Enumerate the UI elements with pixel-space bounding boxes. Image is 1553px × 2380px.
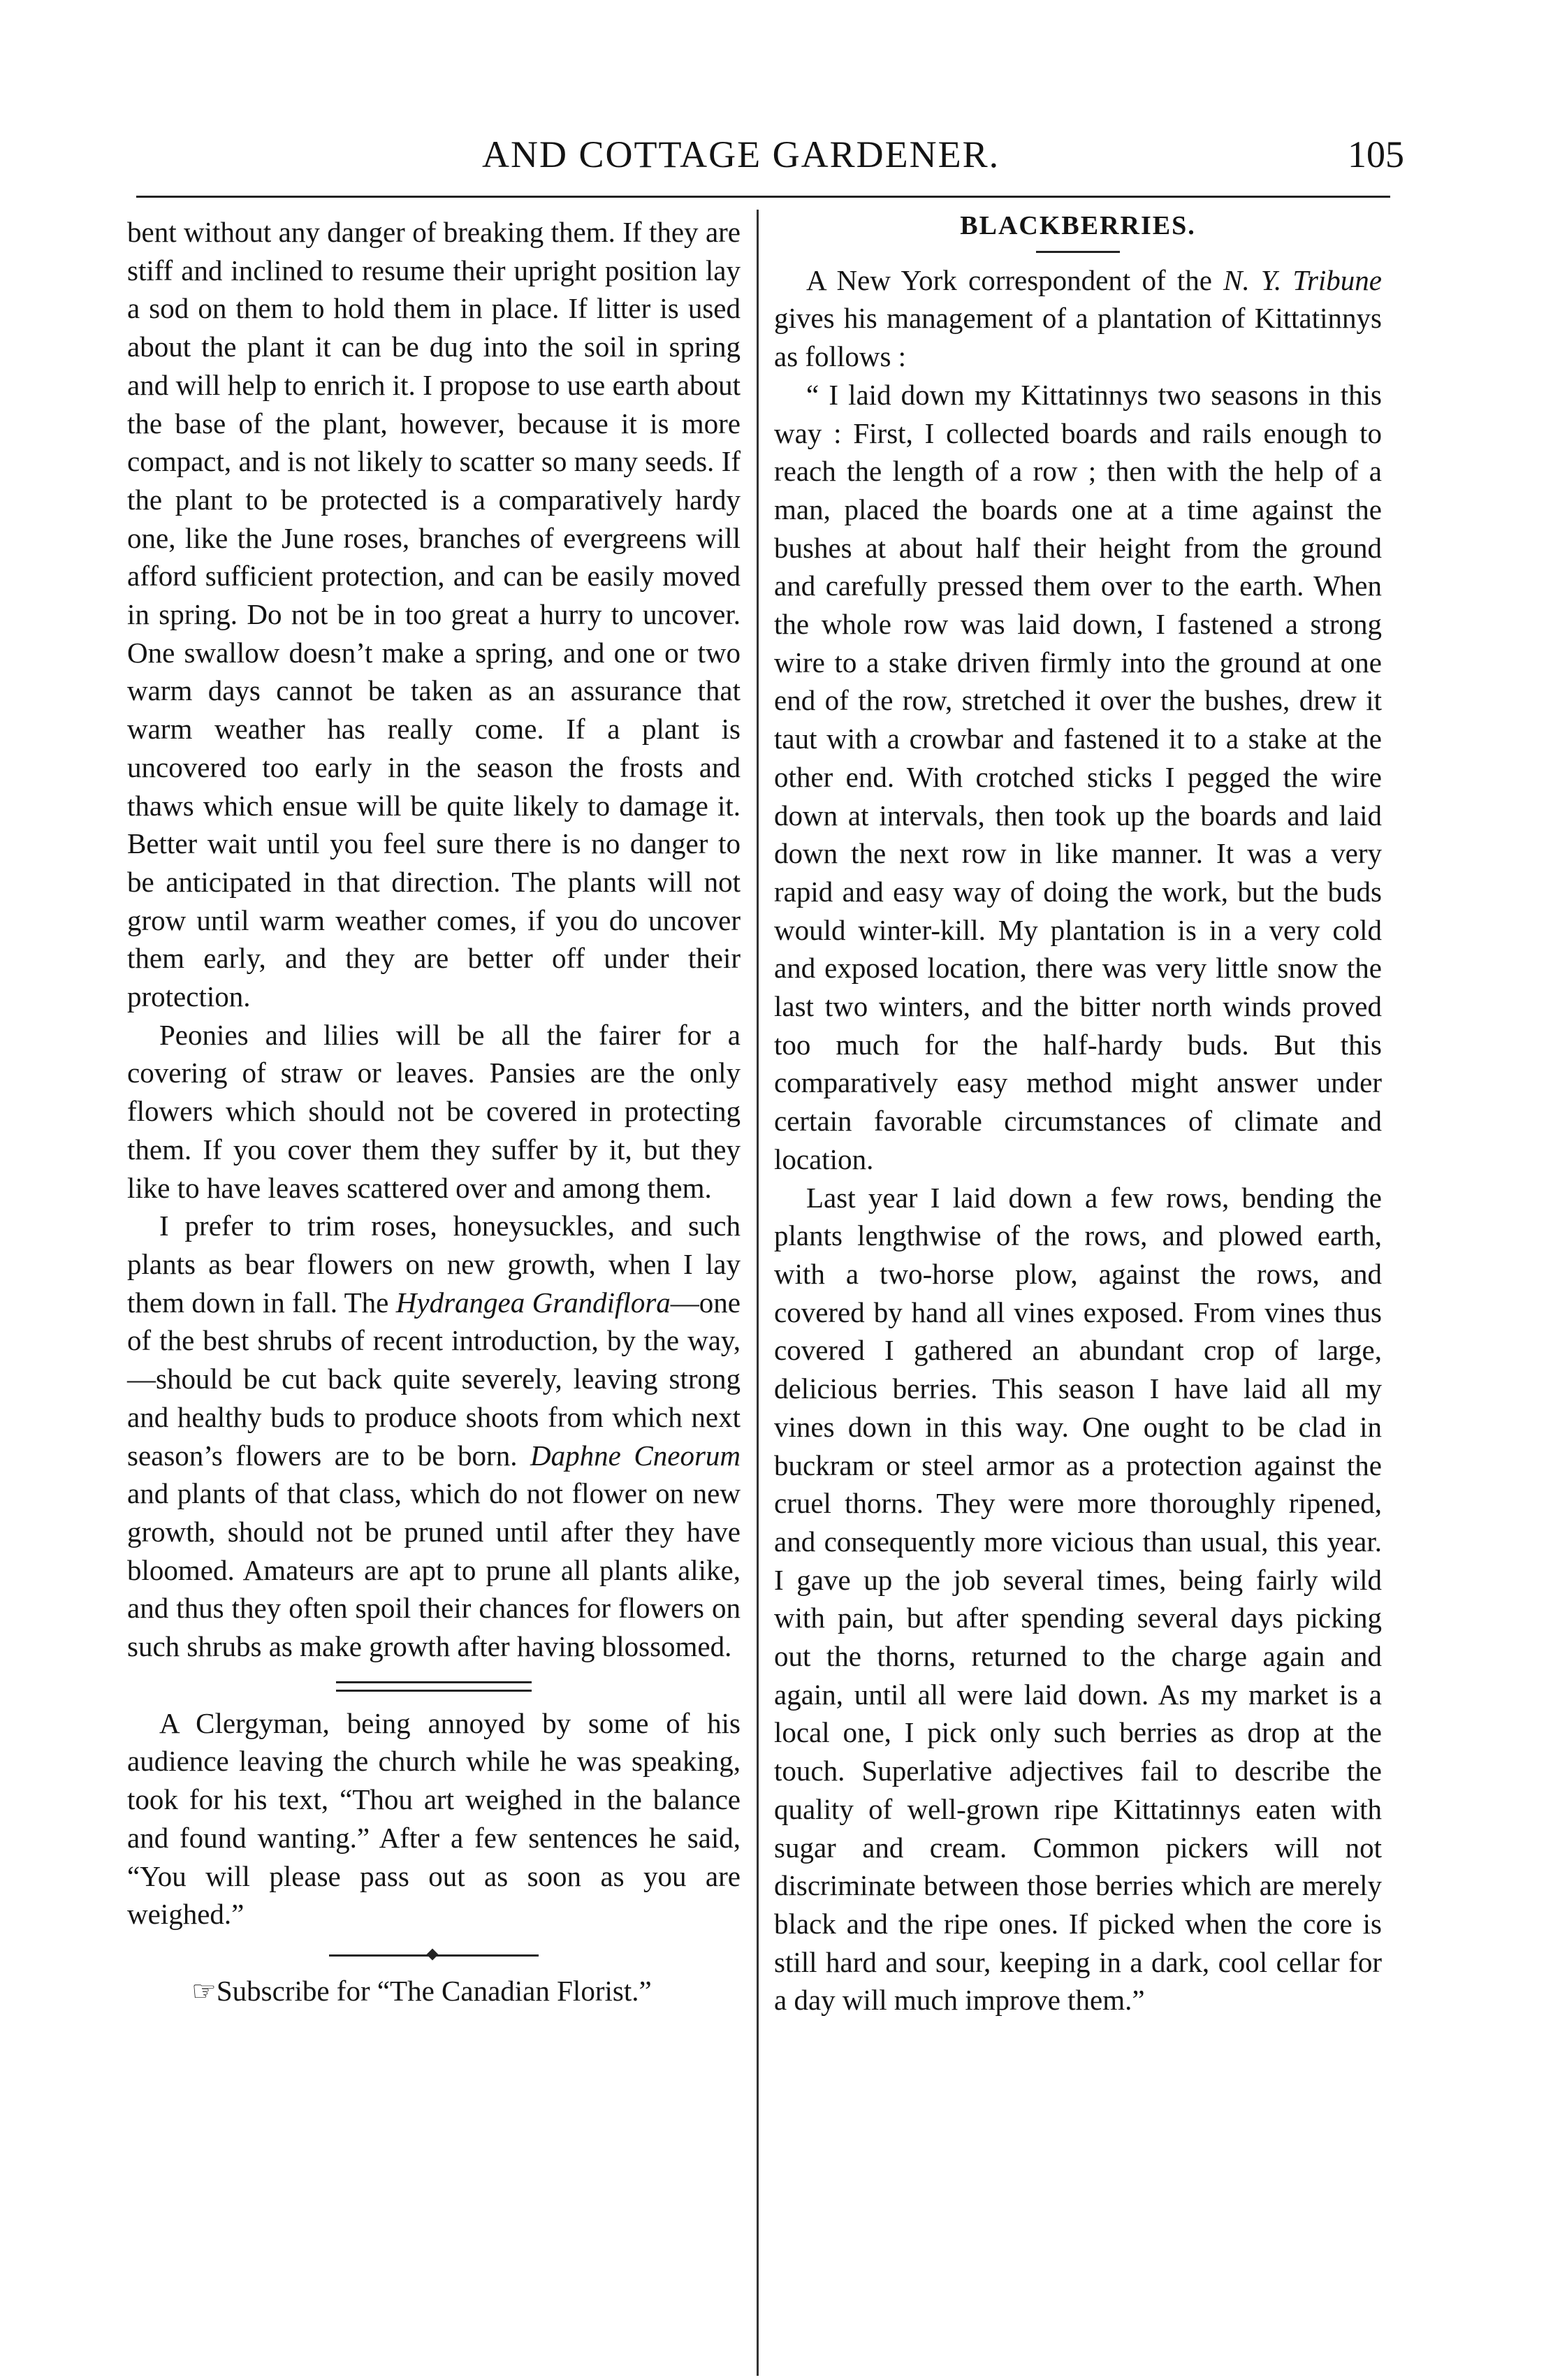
section-ornament-rule (329, 1954, 539, 1957)
running-title: AND COTTAGE GARDENER. (482, 133, 1000, 175)
clergyman-anecdote: A Clergyman, being annoyed by some of his audience leaving the church while he was speaking, took for his text, “Thou art weighed in the balance and found wanting.” After a few sentences he said, “You will please pass out as soon as you are weighed.” (127, 1706, 741, 1931)
ornament-diamond (427, 1948, 439, 1960)
intro-text-a: A New York correspondent of the (806, 263, 1224, 296)
page-number: 105 (1348, 133, 1404, 175)
article-intro (774, 261, 1382, 376)
right-column (774, 207, 1382, 2019)
subscribe-notice (127, 1972, 741, 2011)
header-rule (136, 196, 1390, 198)
paragraph-peonies: Peonies and lilies will be all the fairer for a covering of straw or leaves. Pansies are the only flowers which should not be covered in protecting them. If you cover them they suffer by it, but they like to have leaves scattered over and among them. (127, 1018, 741, 1204)
title-rule (1036, 251, 1120, 253)
hydrangea-name: Hydrangea Grandiflora (395, 1286, 671, 1319)
newspaper-name: N. Y. Tribune (1223, 263, 1382, 296)
pruning-text-c: and plants of that class, which do not flower on new growth, should not be pruned until after they have bloomed. Amateurs are apt to prune all plants alike, and thus they often spoil their chances for flowers on such shrubs as make growth after having blossomed. (127, 1477, 741, 1663)
section-double-rule (336, 1681, 532, 1692)
daphne-name: Daphne Cneorum (530, 1439, 741, 1472)
pruning-text-b: —one of the best shrubs of recent introduction, by the way,—should be cut back quite severely, leaving strong and healthy buds to produce shoots from which next season’s flowers are to be born. (127, 1286, 741, 1472)
column-divider (757, 210, 759, 2376)
quote-paragraph-1: “ I laid down my Kittatinnys two seasons in this way : First, I collected boards and rails enough to reach the length of a row ; then with the help of a man, placed the boards one at a time against the bushes at about half their height from the ground and carefully pressed them over to the earth. When the whole row was laid down, I fastened a strong wire to a stake driven firmly into the ground at one end of the row, stretched it over the bushes, drew it taut with a crowbar and fastened it to a stake at the other end. With crotched sticks I pegged the wire down at intervals, then took up the boards and laid down the next row in like manner. It was a very rapid and easy way of doing the work, but the buds would winter-kill. My plantation is in a very cold and exposed location, there was very little snow the last two winters, and the bitter north winds proved too much for the half-hardy buds. But this comparatively easy method might answer under certain favorable circumstances of climate and location. (774, 378, 1382, 1175)
paragraph-pruning (127, 1207, 741, 1665)
intro-text-b: gives his management of a plantation of Kittatinnys as follows : (774, 302, 1382, 373)
quote-paragraph-2: Last year I laid down a few rows, bending the plants lengthwise of the rows, and plowed earth, with a two-horse plow, against the rows, and covered by hand all vines exposed. From vines thus covered I gathered an abundant crop of large, delicious berries. This season I have laid all my vines down in this way. One ought to be clad in buckram or steel armor as a protection against the cruel thorns. They were more thoroughly ripened, and consequently more vicious than usual, this year. I gave up the job several times, being fairly wild with pain, but after spending several days picking out the thorns, returned to the charge again and again, until all were laid down. As my market is a local one, I pick only such berries as drop at the touch. Superlative adjectives fail to describe the quality of well-grown ripe Kittatinnys eaten with sugar and cream. Common pickers will not discriminate between those berries which are merely black and the ripe ones. If picked when the core is still hard and sour, keeping in a dark, cool cellar for a day will much improve them.” (774, 1181, 1382, 2017)
article-title: BLACKBERRIES. (960, 211, 1196, 240)
subscribe-text: Subscribe for “The Canadian Florist.” (216, 1974, 652, 2007)
left-column (127, 213, 741, 2011)
pointing-hand-icon: ☞ (191, 1975, 217, 2007)
paragraph-protection: bent without any danger of breaking them. If they are stiff and inclined to resume their upright position lay a sod on them to hold them in place. If litter is used about the plant it can be dug into the soil in spring and will help to enrich it. I propose to use earth about the base of the plant, however, because it is more compact, and is not likely to scatter so many seeds. If the plant to be protected is a comparatively hardy one, like the June roses, branches of evergreens will afford sufficient protection, and can be easily moved in spring. Do not be in too great a hurry to uncover. One swallow doesn’t make a spring, and one or two warm days cannot be taken as an assurance that warm weather has really come. If a plant is uncovered too early in the season the frosts and thaws which ensue will be quite likely to damage it. Better wait until you feel sure there is no danger to be anticipated in that direction. The plants will not grow until warm weather comes, if you do uncover them early, and they are better off under their protection. (127, 216, 741, 1013)
pruning-text-a: I prefer to trim roses, honeysuckles, and such plants as bear flowers on new growth, when I lay them down in fall. The (127, 1210, 741, 1319)
running-head (119, 129, 1418, 192)
